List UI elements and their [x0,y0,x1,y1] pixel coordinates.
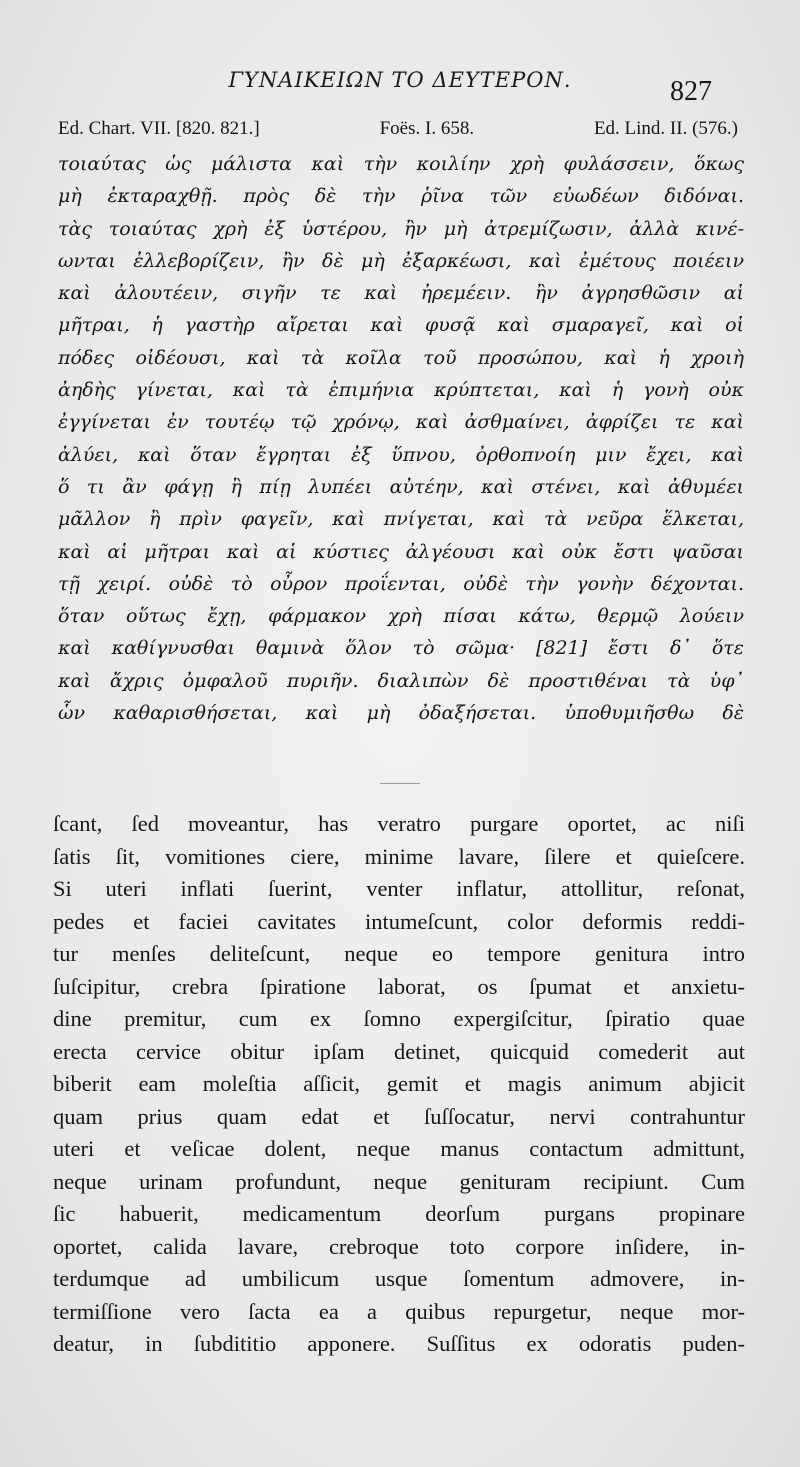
greek-line: καὶ αἱ μῆτραι καὶ αἱ κύστιες ἀλγέουσι καὶ οὐκ ἔστι ψαῦσαι [58,540,744,563]
greek-line: ὅταν οὕτως ἔχῃ, φάρμακον χρὴ πίσαι κάτω, θερμῷ λούειν [58,605,744,628]
latin-line: erecta cervice obitur ipſam detinet, quicquid comederit aut [53,1038,745,1064]
latin-line: tur menſes deliteſcunt, neque eo tempore genitura intro [53,941,745,966]
greek-line: ὅ τι ἂν φάγῃ ἢ πίῃ λυπέει αὐτέην, καὶ στένει, καὶ ἀθυμέει [58,475,744,498]
latin-line: dine premitur, cum ex ſomno expergiſcitur, ſpiratio quae [53,1006,745,1031]
edition-references [58,118,738,140]
greek-line: μῆτραι, ἡ γαστὴρ αἴρεται καὶ φυσᾷ καὶ σμαραγεῖ, καὶ οἱ [58,314,744,337]
latin-line: ſic habuerit, medicamentum deorſum purgans propinare [53,1201,745,1226]
latin-line: oportet, calida lavare, crebroque toto corpore inſidere, in- [53,1233,745,1259]
greek-line: τὰς τοιαύτας χρὴ ἐξ ὑστέρου, ἢν μὴ ἀτρεμίζωσιν, ἀλλὰ κινέ- [58,217,744,240]
greek-line: πόδες οἰδέουσι, καὶ τὰ κοῖλα τοῦ προσώπου, καὶ ἡ χροιὴ [58,346,744,369]
latin-line: ſatis ſit, vomitiones ciere, minime lavare, ſilere et quieſcere. [53,843,745,869]
running-head: ΓΥΝΑΙΚΕΙΩΝ ΤΟ ΔΕΥΤΕΡΟΝ. [228,68,572,92]
section-divider [380,783,420,784]
latin-line: termiſſione vero ſacta ea a quibus repurgetur, neque mor- [53,1298,745,1324]
greek-text-block [58,148,744,729]
latin-line: uteri et veſicae dolent, neque manus contactum admittunt, [53,1136,745,1161]
latin-line: quam prius quam edat et ſuſſocatur, nervi contrahuntur [53,1103,745,1129]
greek-line: καὶ καθίγνυσθαι θαμινὰ ὅλον τὸ σῶμα· [821] ἔστι δ᾽ ὅτε [58,637,744,660]
latin-line: terdumque ad umbilicum usque ſomentum admovere, in- [53,1266,745,1291]
greek-line: μὴ ἐκταραχθῇ. πρὸς δὲ τὴν ῥῖνα τῶν εὐωδέων διδόναι. [58,185,744,208]
greek-line: καὶ ἄχρις ὀμφαλοῦ πυριῆν. διαλιπὼν δὲ προστιθέναι τὰ ὑφ᾽ [58,669,744,692]
latin-line: neque urinam profundunt, neque genituram recipiunt. Cum [53,1168,745,1194]
greek-line: ὧν καθαρισθήσεται, καὶ μὴ ὀδαξήσεται. ὑποθυμιῆσθω δὲ [58,702,744,725]
greek-line: καὶ ἀλουτέειν, σιγῆν τε καὶ ἠρεμέειν. ἢν ἀγρησθῶσιν αἱ [58,282,744,305]
linden-edition-ref: Ed. Lind. II. (576.) [593,118,738,139]
chartier-edition-ref: Ed. Chart. VII. [820. 821.] [58,118,260,139]
latin-line: pedes et faciei cavitates intumeſcunt, color deformis reddi- [53,908,745,934]
latin-line: ſuſcipitur, crebra ſpiratione laborat, os ſpumat et anxietu- [53,973,745,999]
greek-line: ἀλύει, καὶ ὅταν ἔγρηται ἐξ ὕπνου, ὀρθοπνοίη μιν ἔχει, καὶ [58,443,744,466]
foes-edition-ref: Foës. I. 658. [379,118,475,139]
greek-line: ἐγγίνεται ἐν τουτέῳ τῷ χρόνῳ, καὶ ἀσθμαίνει, ἀφρίζει τε καὶ [58,411,744,434]
greek-line: τοιαύτας ὡς μάλιστα καὶ τὴν κοιλίην χρὴ φυλάσσειν, ὅκως [58,153,744,175]
latin-line: deatur, in ſubdititio apponere. Suſſitus ex odoratis puden- [53,1331,745,1356]
page-number: 827 [670,76,712,107]
latin-line: ſcant, ſed moveantur, has veratro purgare oportet, ac niſi [53,811,745,836]
latin-text-block [53,808,745,1361]
greek-line: μᾶλλον ἢ πρὶν φαγεῖν, καὶ πνίγεται, καὶ τὰ νεῦρα ἕλκεται, [58,508,744,531]
greek-line: ἀηδὴς γίνεται, καὶ τὰ ἐπιμήνια κρύπτεται, καὶ ἡ γονὴ οὐκ [58,379,744,402]
latin-line: Si uteri inflati ſuerint, venter inflatur, attollitur, reſonat, [53,876,745,901]
greek-line: τῇ χειρί. οὐδὲ τὸ οὖρον προΐενται, οὐδὲ τὴν γονὴν δέχονται. [58,572,744,595]
latin-line: biberit eam moleſtia aſſicit, gemit et magis animum abjicit [53,1071,745,1096]
greek-line: ωνται ἐλλεβορίζειν, ἢν δὲ μὴ ἐξαρκέωσι, καὶ ἐμέτους ποιέειν [58,249,744,272]
